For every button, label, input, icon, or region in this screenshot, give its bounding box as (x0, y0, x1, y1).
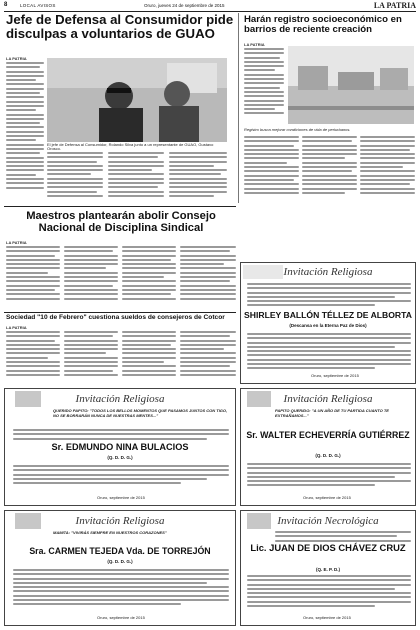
notice-4-title: Invitación Religiosa (75, 515, 165, 527)
main-story-caption: El jefe de Defensa al Consumidor, Rolando Silva junto a un representante de GUAO, Gustavo Orosco. (47, 142, 214, 152)
section-rule-2 (4, 312, 236, 313)
notice-edmundo-nina (4, 388, 236, 506)
notice-5-sub: (Q. E. P. D.) (316, 567, 340, 572)
notice-5-footer: Oruro, septiembre de 2015 (303, 615, 351, 620)
main-story-photo (47, 58, 227, 142)
notice-2-footer: Oruro, septiembre de 2015 (97, 495, 145, 500)
notice-2-sub: (Q. D. D. G.) (107, 455, 133, 460)
notice-5-body-2 (247, 575, 411, 609)
notice-4-sub: (Q. D. D. G.) (107, 559, 133, 564)
notice-1-body-2 (247, 333, 411, 372)
right-story-caption: Registro busca mejorar condiciones de vida de periurbanos. (244, 127, 351, 132)
right-story-col-4 (360, 136, 415, 204)
third-story-col-3 (122, 331, 176, 385)
third-story-tag: LA PATRIA (6, 325, 27, 330)
notice-4-footer: Oruro, septiembre de 2015 (97, 615, 145, 620)
notice-2-body-2 (13, 465, 229, 486)
right-story-col-2 (244, 136, 299, 204)
second-story-headline: Maestros plantearán abolir Consejo Nacional de Disciplina Sindical (26, 210, 216, 234)
section-rule (4, 206, 236, 207)
second-story-col-1 (6, 246, 60, 310)
notice-carmen-tejeda (4, 510, 236, 626)
column-divider (238, 13, 239, 203)
notice-5-title: Invitación Necrológica (277, 515, 379, 527)
notice-4-body (13, 569, 229, 608)
second-story-col-2 (64, 246, 118, 310)
main-story-headline: Jefe de Defensa al Consumidor pide disculpas a voluntarios de GUAO (6, 12, 234, 41)
notice-1-title: Invitación Religiosa (283, 266, 373, 278)
section-label: LOCAL AVISOS (20, 3, 56, 8)
main-story-tag: LA PATRIA (6, 56, 27, 61)
third-story-col-4 (180, 331, 236, 385)
notice-2-body (13, 429, 229, 442)
masthead (4, 2, 416, 10)
notice-walter-echeverria (240, 388, 416, 506)
notice-1-name: SHIRLEY BALLÓN TÉLLEZ DE ALBORTA (244, 310, 412, 320)
notice-juan-de-dios-chavez (240, 510, 416, 626)
notice-2-greeting: QUERIDO PAPITO: "TODOS LOS BELLOS MOMENTOS QUE PASAMOS JUNTOS CON TIGO, NO SE BORRARÁN NUNCA DE NUESTRAS MENTES..." (53, 408, 228, 418)
notice-1-sub: (Descansa en la Eterna Paz de Dios) (289, 323, 367, 328)
main-story-col-3 (108, 152, 164, 204)
notice-1-body (247, 283, 411, 309)
notice-3-sub: (Q. D. D. G.) (315, 453, 341, 458)
second-story-col-4 (180, 246, 236, 310)
third-story-headline: Sociedad "10 de Febrero" cuestiona sueldos de consejeros de Cotcor (6, 314, 225, 321)
notice-1-footer: Oruro, septiembre de 2015 (311, 373, 359, 378)
third-story-col-1 (6, 331, 60, 385)
paper-logo: LA PATRIA (373, 1, 416, 10)
notice-shirley-ballon (240, 262, 416, 384)
notice-3-body (247, 463, 411, 489)
notice-3-title: Invitación Religiosa (283, 393, 373, 405)
right-story-col-3 (302, 136, 357, 204)
notice-3-footer: Oruro, septiembre de 2015 (303, 495, 351, 500)
notice-4-greeting: MAMITA: "VIVIRÁS SIEMPRE EN NUESTROS CORAZONES" (53, 530, 167, 535)
main-story-col-1 (6, 62, 44, 202)
right-story-col-1 (244, 48, 284, 128)
notice-4-name: Sra. CARMEN TEJEDA Vda. DE TORREJÓN (29, 546, 211, 556)
second-story-col-3 (122, 246, 176, 310)
main-story-col-2 (47, 152, 103, 204)
notice-2-name: Sr. EDMUNDO NINA BULACIOS (51, 442, 189, 452)
page-number: 8 (4, 2, 8, 8)
notice-5-name: Lic. JUAN DE DIOS CHÁVEZ CRUZ (250, 542, 406, 553)
issue-date: Oruro, jueves 24 de septiembre de 2015 (144, 3, 225, 8)
right-story-photo (288, 46, 414, 124)
right-story-headline: Harán registro socioeconómico en barrios de reciente creación (244, 14, 402, 36)
notice-3-name: Sr. WALTER ECHEVERRÍA GUTIÉRREZ (246, 430, 410, 440)
notice-2-title: Invitación Religiosa (75, 393, 165, 405)
notice-3-greeting: PAPITO QUERIDO: "A UN AÑO DE TU PARTIDA CUANTO TE EXTRAÑAMOS..." (275, 408, 389, 418)
second-story-tag: LA PATRIA (6, 240, 27, 245)
main-story-col-4 (169, 152, 227, 204)
right-story-tag: LA PATRIA (244, 42, 265, 47)
third-story-col-2 (64, 331, 118, 385)
